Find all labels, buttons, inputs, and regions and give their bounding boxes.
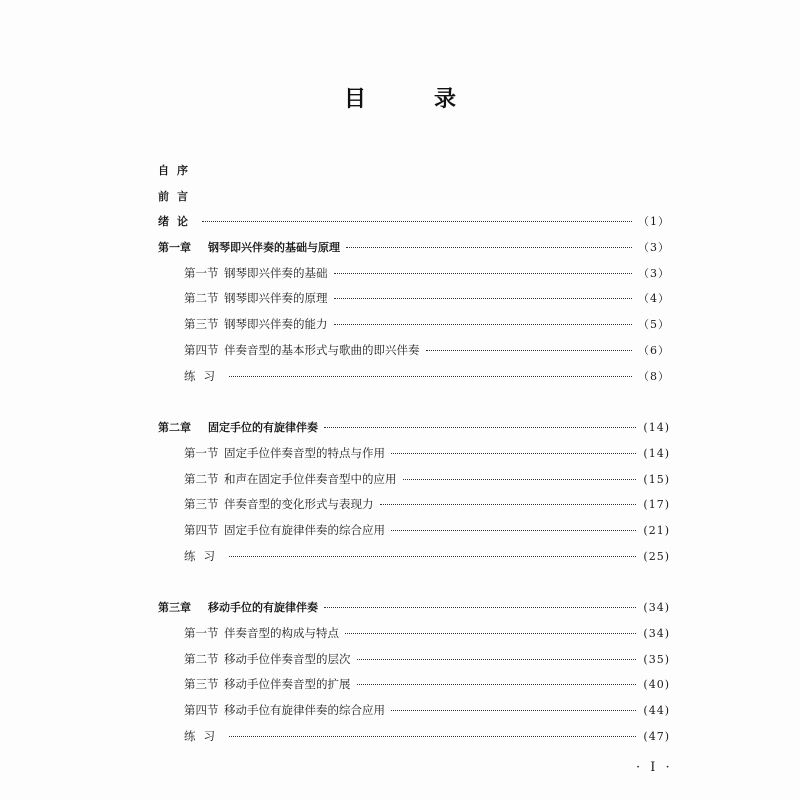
toc-page-number: （8） <box>638 369 670 383</box>
toc-section-2-2[interactable] <box>158 467 670 493</box>
section-title: 固定手位伴奏音型的特点与作用 <box>224 445 385 460</box>
toc-entry-introduction[interactable] <box>158 209 670 235</box>
dot-leader <box>334 298 633 299</box>
dot-leader <box>202 221 632 222</box>
section-number: 第三节 <box>184 317 219 332</box>
section-title: 移动手位伴奏音型的扩展 <box>224 677 351 692</box>
dot-leader <box>345 633 636 634</box>
toc-entry-preface[interactable] <box>158 158 670 184</box>
toc-page-number: （6） <box>638 343 670 357</box>
toc-page-number: (15) <box>643 472 670 486</box>
toc-page-number: (25) <box>643 549 670 563</box>
toc-page-number: (14) <box>643 446 670 460</box>
section-number: 第四节 <box>184 522 219 537</box>
section-title: 伴奏音型的基本形式与歌曲的即兴伴奏 <box>224 342 420 357</box>
section-number: 第三节 <box>184 497 219 512</box>
section-title: 钢琴即兴伴奏的原理 <box>224 291 328 306</box>
toc-section-3-3[interactable] <box>158 672 670 698</box>
chapter-title: 移动手位的有旋律伴奏 <box>208 601 318 615</box>
section-title: 钢琴即兴伴奏的基础 <box>224 265 328 280</box>
toc-exercise-1[interactable] <box>158 364 670 390</box>
toc-entry-label: 前言 <box>158 189 196 203</box>
chapter-number: 第一章 <box>158 241 191 255</box>
toc-page-number: (14) <box>643 421 670 435</box>
toc-section-3-2[interactable] <box>158 647 670 673</box>
section-title: 伴奏音型的变化形式与表现力 <box>224 497 374 512</box>
dot-leader <box>346 247 632 248</box>
section-title: 钢琴即兴伴奏的能力 <box>224 317 328 332</box>
toc-chapter-2[interactable] <box>158 415 670 441</box>
section-number: 第四节 <box>184 703 219 718</box>
exercise-label: 练习 <box>184 368 223 383</box>
toc-entry-foreword[interactable] <box>158 184 670 210</box>
toc-exercise-3[interactable] <box>158 724 670 750</box>
dot-leader <box>426 350 633 351</box>
toc-page-number: （4） <box>638 292 670 306</box>
dot-leader <box>229 376 632 377</box>
toc-section-3-4[interactable] <box>158 698 670 724</box>
toc-chapter-3[interactable] <box>158 595 670 621</box>
toc-page-number: (47) <box>643 729 670 743</box>
toc-section-1-4[interactable] <box>158 338 670 364</box>
toc-page-number: （5） <box>638 318 670 332</box>
toc-entry-label: 自序 <box>158 164 196 177</box>
toc-page-number: (34) <box>643 627 670 640</box>
chapter-title: 固定手位的有旋律伴奏 <box>208 421 318 435</box>
toc-section-2-3[interactable] <box>158 492 670 518</box>
chapter-spacer <box>158 569 670 595</box>
toc-page-number: (34) <box>643 601 670 615</box>
section-number: 第二节 <box>184 291 219 306</box>
page-footer-number: · I · <box>636 760 673 775</box>
section-number: 第三节 <box>184 677 219 692</box>
toc-page-number: (21) <box>643 523 670 537</box>
dot-leader <box>403 479 637 480</box>
toc-section-1-1[interactable] <box>158 261 670 287</box>
section-number: 第一节 <box>184 445 219 460</box>
toc-exercise-2[interactable] <box>158 544 670 570</box>
chapter-title: 钢琴即兴伴奏的基础与原理 <box>208 241 340 255</box>
page-title: 目录 <box>343 87 524 112</box>
dot-leader <box>229 556 636 557</box>
section-title: 和声在固定手位伴奏音型中的应用 <box>224 471 397 486</box>
dot-leader <box>391 710 636 711</box>
toc-page-number: （1） <box>638 215 670 229</box>
toc-section-3-1[interactable] <box>158 621 670 647</box>
section-title: 移动手位有旋律伴奏的综合应用 <box>224 703 385 718</box>
chapter-spacer <box>158 389 670 415</box>
toc-section-2-4[interactable] <box>158 518 670 544</box>
section-title: 移动手位伴奏音型的层次 <box>224 651 351 666</box>
table-of-contents <box>158 158 670 749</box>
dot-leader <box>357 684 637 685</box>
toc-section-2-1[interactable] <box>158 441 670 467</box>
exercise-label: 练习 <box>184 548 223 563</box>
dot-leader <box>357 659 637 660</box>
exercise-label: 练习 <box>184 728 223 743</box>
dot-leader <box>334 273 633 274</box>
dot-leader <box>391 453 636 454</box>
section-title: 固定手位有旋律伴奏的综合应用 <box>224 522 385 537</box>
section-number: 第一节 <box>184 265 219 280</box>
section-number: 第四节 <box>184 342 219 357</box>
toc-page-number: （3） <box>638 266 670 280</box>
chapter-number: 第二章 <box>158 421 191 435</box>
toc-page-number: (35) <box>643 652 670 666</box>
dot-leader <box>391 530 636 531</box>
toc-page-number: (17) <box>643 498 670 512</box>
chapter-number: 第三章 <box>158 601 191 615</box>
section-number: 第二节 <box>184 471 219 486</box>
toc-page-number: (40) <box>643 678 670 692</box>
toc-page-number: （3） <box>638 241 670 255</box>
section-number: 第二节 <box>184 651 219 666</box>
dot-leader <box>380 504 637 505</box>
toc-chapter-1[interactable] <box>158 235 670 261</box>
toc-page-number: (44) <box>643 704 670 718</box>
section-title: 伴奏音型的构成与特点 <box>224 626 339 640</box>
toc-entry-label: 绪论 <box>158 215 196 229</box>
section-number: 第一节 <box>184 626 219 640</box>
dot-leader <box>324 427 636 428</box>
dot-leader <box>324 607 636 608</box>
toc-section-1-2[interactable] <box>158 286 670 312</box>
dot-leader <box>334 324 633 325</box>
dot-leader <box>229 736 636 737</box>
toc-section-1-3[interactable] <box>158 312 670 338</box>
